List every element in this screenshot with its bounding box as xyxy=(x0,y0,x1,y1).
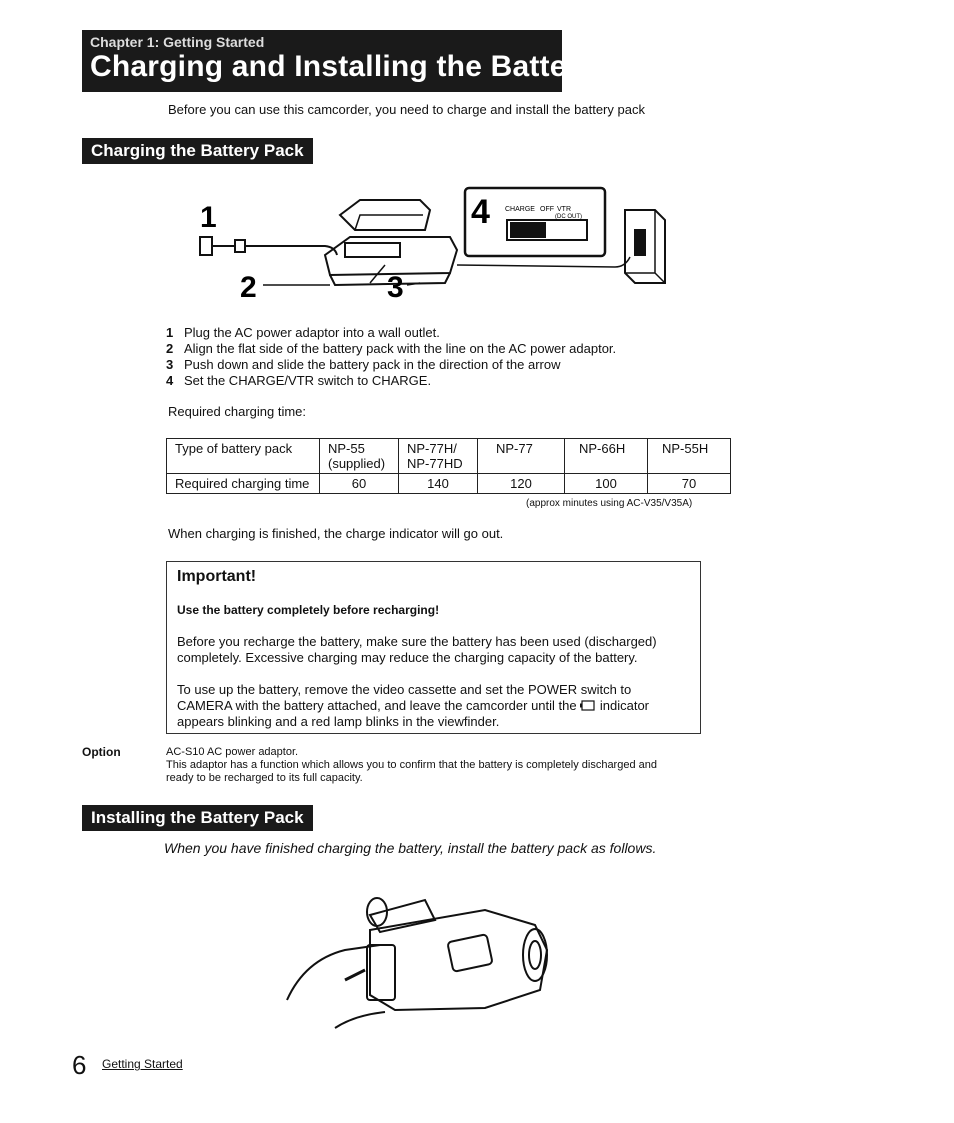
switch-label-off: OFF xyxy=(540,206,554,213)
table-cell: NP-66H xyxy=(565,439,648,474)
page-title: Charging and Installing the Battery Pack xyxy=(90,50,675,83)
table-cell: NP-55 (supplied) xyxy=(320,439,399,474)
table-cell: 140 xyxy=(399,474,478,494)
switch-label-charge: CHARGE xyxy=(505,206,535,213)
section-heading-installing: Installing the Battery Pack xyxy=(82,805,313,831)
charging-time-table xyxy=(166,438,731,494)
page-number: 6 xyxy=(72,1050,87,1080)
battery-inserting-drawing xyxy=(367,945,395,1000)
option-text: AC-S10 AC power adaptor. This adaptor has a function which allows you to confirm that the battery is completely discharged and ready to be recharged to its full capacity. xyxy=(166,746,657,784)
important-paragraph-2: To use up the battery, remove the video cassette and set the POWER switch to CAMERA with the battery attached, and leave the camcorder until the indicator appears blinking and a red lamp blinks in the viewfinder. xyxy=(177,682,649,729)
approx-note: (approx minutes using AC-V35/V35A) xyxy=(526,498,693,509)
battery-indicator-icon xyxy=(580,700,596,711)
plug-drawing xyxy=(200,237,212,255)
list-item: 1 Plug the AC power adaptor into a wall outlet. xyxy=(166,325,440,340)
table-row xyxy=(167,474,731,494)
camcorder-body-drawing xyxy=(370,910,547,1010)
table-row xyxy=(167,439,731,474)
required-time-label: Required charging time: xyxy=(168,404,307,419)
table-cell: 60 xyxy=(320,474,399,494)
important-box xyxy=(166,561,701,734)
charging-steps xyxy=(166,325,616,389)
list-item: 2 Align the flat side of the battery pack with the line on the AC power adaptor. xyxy=(166,341,617,356)
table-cell: NP-55H xyxy=(648,439,731,474)
table-cell: 120 xyxy=(478,474,565,494)
table-header-cell: Type of battery pack xyxy=(167,439,320,474)
figure-step4: 4 xyxy=(471,193,490,231)
important-title: Important! xyxy=(177,568,257,585)
figure-step2: 2 xyxy=(240,271,257,304)
section-heading-charging: Charging the Battery Pack xyxy=(82,138,313,164)
switch-label-vtr: VTR xyxy=(557,206,571,213)
chapter-label: Chapter 1: Getting Started xyxy=(90,34,265,50)
figure-step3: 3 xyxy=(387,271,404,304)
install-intro: When you have finished charging the battery, install the battery pack as follows. xyxy=(164,840,657,856)
option-label: Option xyxy=(82,745,121,759)
table-cell: NP-77 xyxy=(478,439,565,474)
camcorder-illustration xyxy=(285,890,555,1030)
table-cell: NP-77H/ NP-77HD xyxy=(399,439,478,474)
table-cell: 100 xyxy=(565,474,648,494)
intro-text: Before you can use this camcorder, you need to charge and install the battery pack xyxy=(168,102,645,117)
table-header-cell: Required charging time xyxy=(167,474,320,494)
list-item: 4 Set the CHARGE/VTR switch to CHARGE. xyxy=(166,373,432,388)
table-cell: 70 xyxy=(648,474,731,494)
switch-label-dcout: (DC OUT) xyxy=(555,214,582,220)
charging-illustration xyxy=(195,185,675,304)
list-item: 3 Push down and slide the battery pack in the direction of the arrow xyxy=(166,357,561,372)
chapter-header xyxy=(82,30,675,92)
figure-step1: 1 xyxy=(200,201,217,234)
important-paragraph-1: Before you recharge the battery, make sure the battery has been used (discharged) completely. Excessive charging may reduce the charging capacity of the battery. xyxy=(177,634,657,665)
footer-section-label: Getting Started xyxy=(102,1057,183,1071)
important-subtitle: Use the battery completely before recharging! xyxy=(177,603,440,617)
finished-note: When charging is finished, the charge indicator will go out. xyxy=(168,526,504,541)
